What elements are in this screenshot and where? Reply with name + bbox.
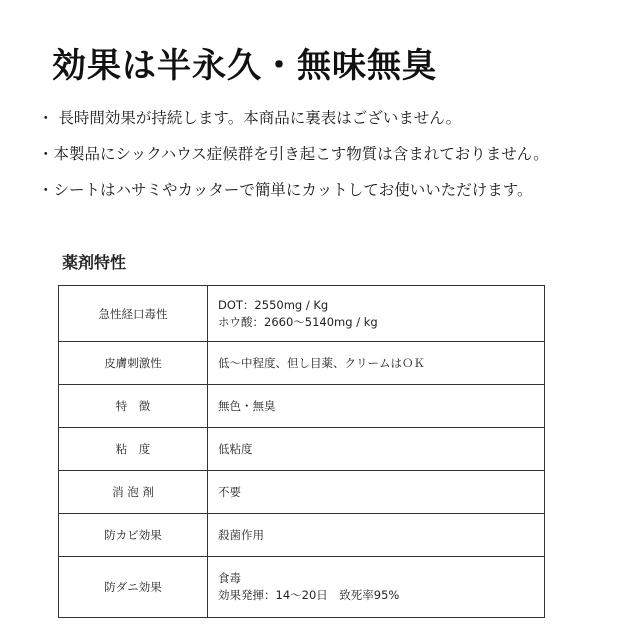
section-title: 薬剤特性 — [62, 253, 127, 272]
property-label: 急性経口毒性 — [59, 286, 208, 342]
value-line: 無色・無臭 — [218, 398, 276, 413]
properties-table — [58, 285, 545, 618]
feature-item: ・シートはハサミやカッターで簡単にカットしてお使いいただけます。 — [38, 181, 533, 199]
feature-item: ・ 長時間効果が持続します。本商品に裏表はございません。 — [38, 109, 462, 127]
property-value — [208, 286, 545, 342]
property-label: 防カビ効果 — [59, 514, 208, 557]
table-row — [59, 428, 545, 471]
table-row — [59, 514, 545, 557]
property-value — [208, 557, 545, 618]
value-line: ホウ酸：2660～5140mg / kg — [218, 314, 378, 329]
value-line: 効果発揮：14～20日 致死率95% — [218, 588, 400, 602]
property-value — [208, 471, 545, 514]
property-label: 消 泡 剤 — [59, 471, 208, 514]
table-row — [59, 286, 545, 342]
value-line: 食毒 — [218, 571, 241, 585]
property-label: 特 徴 — [59, 385, 208, 428]
property-value — [208, 428, 545, 471]
value-line: 低粘度 — [218, 441, 253, 456]
value-line: DOT：2550mg / Kg — [218, 297, 329, 312]
value-line: 低～中程度、但し目薬、クリームはＯＫ — [218, 355, 425, 370]
value-line: 殺菌作用 — [218, 527, 264, 542]
property-value — [208, 385, 545, 428]
value-line: 不要 — [218, 484, 241, 499]
feature-list — [38, 104, 549, 212]
table-row — [59, 557, 545, 618]
property-label: 防ダニ効果 — [59, 557, 208, 618]
property-value — [208, 514, 545, 557]
table-row — [59, 385, 545, 428]
headline: 効果は半永久・無味無臭 — [52, 46, 437, 86]
property-label: 皮膚刺激性 — [59, 342, 208, 385]
property-label: 粘 度 — [59, 428, 208, 471]
feature-item: ・本製品にシックハウス症候群を引き起こす物質は含まれておりません。 — [38, 145, 549, 163]
property-value — [208, 342, 545, 385]
table-row — [59, 342, 545, 385]
table-row — [59, 471, 545, 514]
